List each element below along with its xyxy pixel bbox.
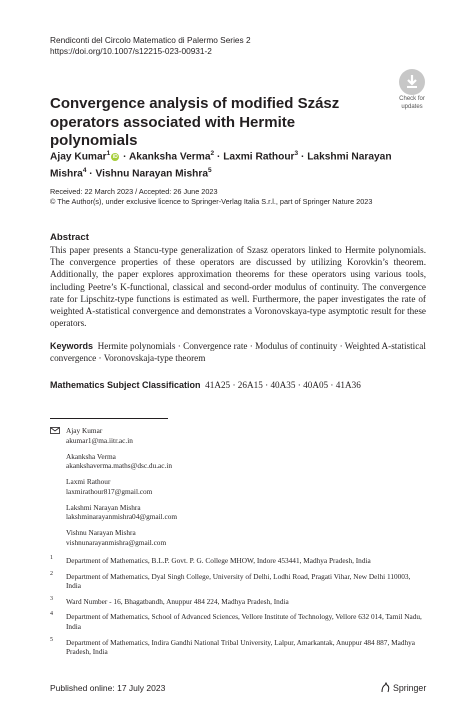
author-separator: · bbox=[86, 168, 96, 180]
published-online: Published online: 17 July 2023 bbox=[50, 683, 166, 693]
affiliation-entry bbox=[50, 572, 426, 591]
author-affiliation-number: 4 bbox=[82, 166, 87, 174]
keywords-label: Keywords bbox=[50, 341, 94, 351]
contact-name: Vishnu Narayan Mishra bbox=[66, 528, 136, 537]
msc-block bbox=[50, 379, 426, 391]
author-separator: · bbox=[214, 151, 224, 163]
copyright-notice: © The Author(s), under exclusive licence to Springer-Verlag Italia S.r.l., part of Springer Nature 2023 bbox=[50, 197, 373, 206]
affiliation-entry bbox=[50, 638, 426, 657]
dates-block bbox=[50, 187, 372, 207]
check-for-updates-badge[interactable] bbox=[394, 69, 430, 110]
badge-line2: updates bbox=[401, 103, 423, 110]
author-name[interactable]: Laxmi Rathour bbox=[223, 151, 295, 163]
contact-entry bbox=[50, 528, 177, 547]
affiliation-number: 4 bbox=[50, 611, 53, 618]
received-accepted-dates: Received: 22 March 2023 / Accepted: 26 June 2023 bbox=[50, 187, 218, 196]
keywords-block bbox=[50, 340, 426, 364]
affiliation-entry bbox=[50, 597, 426, 607]
journal-header bbox=[50, 35, 251, 57]
paper-title: Convergence analysis of modified Szász operators associated with Hermite polynomials bbox=[50, 95, 340, 149]
contact-email[interactable]: vishnunarayanmishra@gmail.com bbox=[66, 537, 167, 547]
affiliation-number: 1 bbox=[50, 555, 53, 561]
author-affiliation-number: 1 bbox=[106, 150, 111, 157]
contact-name: Akanksha Verma bbox=[66, 451, 116, 461]
journal-doi[interactable]: https://doi.org/10.1007/s12215-023-00931-2 bbox=[50, 46, 212, 56]
springer-label: Springer bbox=[393, 683, 427, 693]
affiliation-number: 3 bbox=[50, 595, 53, 602]
affiliation-text: Department of Mathematics, Indira Gandhi National Tribal University, Lalpur, Amarkantak, Anuppur 484 887, Madhya Pradesh, India bbox=[66, 637, 416, 657]
author-separator: · bbox=[120, 151, 129, 163]
contact-list bbox=[50, 426, 177, 554]
badge-line1: Check for bbox=[399, 96, 425, 102]
contact-email[interactable]: akumar1@ma.iitr.ac.in bbox=[66, 435, 133, 445]
contact-email[interactable]: laxmirathour817@gmail.com bbox=[66, 486, 153, 496]
affiliation-text: Department of Mathematics, School of Advanced Sciences, Vellore Institute of Technology, Vellore 632 014, Tamil Nadu, India bbox=[66, 612, 422, 631]
affiliation-list bbox=[50, 556, 426, 663]
author-affiliation-number: 5 bbox=[208, 166, 212, 174]
author-name[interactable]: Akanksha Verma bbox=[128, 151, 211, 163]
author-affiliation-number: 2 bbox=[210, 150, 215, 157]
contact-email[interactable]: lakshminarayanmishra04@gmail.com bbox=[66, 512, 178, 521]
contact-email[interactable]: akankshaverma.maths@dsc.du.ac.in bbox=[66, 461, 173, 470]
affiliation-entry bbox=[50, 612, 426, 631]
msc-codes: 41A25 · 26A15 · 40A35 · 40A05 · 41A36 bbox=[205, 380, 361, 390]
abstract-heading: Abstract bbox=[50, 232, 89, 243]
journal-name: Rendiconti del Circolo Matematico di Palermo Series 2 bbox=[50, 35, 251, 45]
affiliation-text: Department of Mathematics, B.L.P. Govt. P. G. College MHOW, Indore 453441, Madhya Pradesh, India bbox=[66, 556, 371, 565]
footnote-divider bbox=[50, 418, 168, 419]
affiliation-number: 2 bbox=[50, 570, 53, 577]
contact-entry bbox=[50, 452, 177, 471]
contact-entry bbox=[50, 477, 177, 496]
contact-entry bbox=[50, 503, 177, 522]
author-separator: · bbox=[298, 151, 308, 163]
envelope-icon bbox=[50, 427, 60, 434]
affiliation-text: Ward Number - 16, Bhagatbandh, Anuppur 484 224, Madhya Pradesh, India bbox=[66, 596, 289, 606]
contact-name: Lakshmi Narayan Mishra bbox=[66, 502, 141, 512]
keywords-text: Hermite polynomials · Convergence rate · Modulus of continuity · Weighted A-statistical convergence · Voronovskaja-type theorem bbox=[50, 341, 426, 364]
springer-horse-icon bbox=[380, 682, 391, 693]
abstract-text: This paper presents a Stancu-type generalization of Szasz operators linked to Hermite polynomials. The convergence properties of these operators are discussed by utilizing Korovkin’s theorem. Additionally, the paper explores approximation theorems for these operators using various tools, including Peetre’s K-functional, classical and second-order modulus of continuity. The convergence rate for Lipschitz-type functions is estimated as well. Furthermore, the paper investigates the rate of weighted A-statistical convergence and demonstrates a Voronovskaya-type asymptotic result for these operators. bbox=[50, 245, 426, 329]
affiliation-number: 5 bbox=[50, 636, 53, 643]
author-affiliation-number: 3 bbox=[294, 150, 299, 157]
author-name[interactable]: Lakshmi Narayan Mishra bbox=[50, 151, 392, 180]
contact-name: Ajay Kumar bbox=[66, 426, 103, 435]
affiliation-entry bbox=[50, 556, 426, 566]
contact-entry bbox=[50, 426, 177, 445]
author-list bbox=[50, 147, 430, 181]
springer-logo bbox=[380, 682, 426, 693]
msc-label: Mathematics Subject Classification bbox=[50, 380, 201, 390]
affiliation-text: Department of Mathematics, Dyal Singh College, University of Delhi, Lodhi Road, Pragati Vihar, New Delhi 110003, India bbox=[66, 571, 411, 591]
author-name[interactable]: Ajay Kumar bbox=[50, 151, 107, 163]
contact-name: Laxmi Rathour bbox=[66, 477, 111, 486]
orcid-icon[interactable]: iD bbox=[112, 154, 118, 161]
check-updates-icon bbox=[399, 69, 425, 95]
author-name[interactable]: Vishnu Narayan Mishra bbox=[95, 168, 209, 180]
